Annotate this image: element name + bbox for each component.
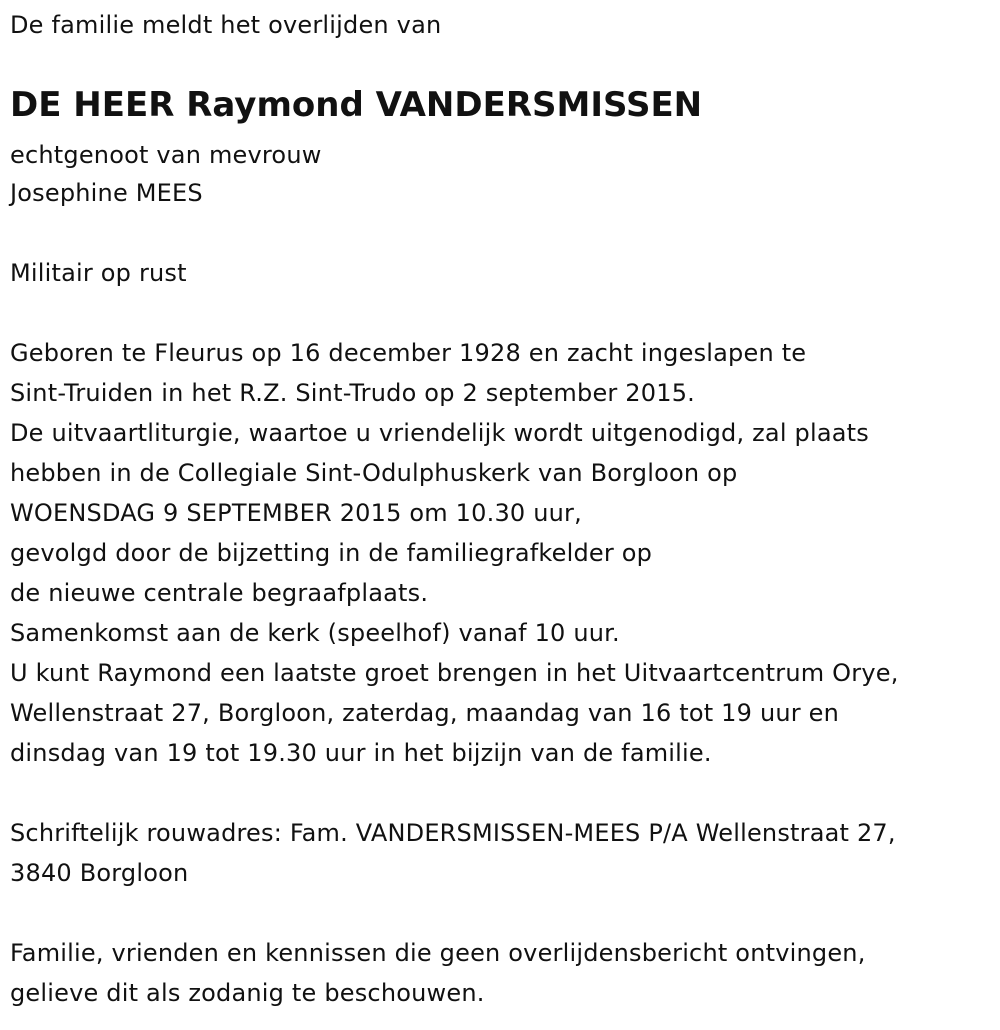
body-line: WOENSDAG 9 SEPTEMBER 2015 om 10.30 uur, [10,499,582,527]
body-line: U kunt Raymond een laatste groet brengen in het Uitvaartcentrum Orye, [10,659,899,687]
body-line: dinsdag van 19 tot 19.30 uur in het bijzijn van de familie. [10,739,712,767]
body-line: de nieuwe centrale begraafplaats. [10,579,429,607]
intro-text: De familie meldt het overlijden van [10,11,442,39]
spouse-line: echtgenoot van mevrouw [10,141,322,169]
closing-line: gelieve dit als zodanig te beschouwen. [10,979,485,1007]
closing-line: Familie, vrienden en kennissen die geen overlijdensbericht ontvingen, [10,939,866,967]
body-line: Samenkomst aan de kerk (speelhof) vanaf 10 uur. [10,619,620,647]
deceased-name: DE HEER Raymond VANDERSMISSEN [10,85,703,125]
address-line: Schriftelijk rouwadres: Fam. VANDERSMISSEN-MEES P/A Wellenstraat 27, [10,819,896,847]
body-line: hebben in de Collegiale Sint-Odulphuskerk van Borgloon op [10,459,738,487]
body-line: Wellenstraat 27, Borgloon, zaterdag, maandag van 16 tot 19 uur en [10,699,840,727]
body-line: Sint-Truiden in het R.Z. Sint-Trudo op 2 september 2015. [10,379,696,407]
body-line: De uitvaartliturgie, waartoe u vriendelijk wordt uitgenodigd, zal plaats [10,419,869,447]
occupation: Militair op rust [10,259,187,287]
body-line: gevolgd door de bijzetting in de familiegrafkelder op [10,539,653,567]
body-line: Geboren te Fleurus op 16 december 1928 en zacht ingeslapen te [10,339,807,367]
spouse-name: Josephine MEES [10,179,203,207]
address-line: 3840 Borgloon [10,859,189,887]
